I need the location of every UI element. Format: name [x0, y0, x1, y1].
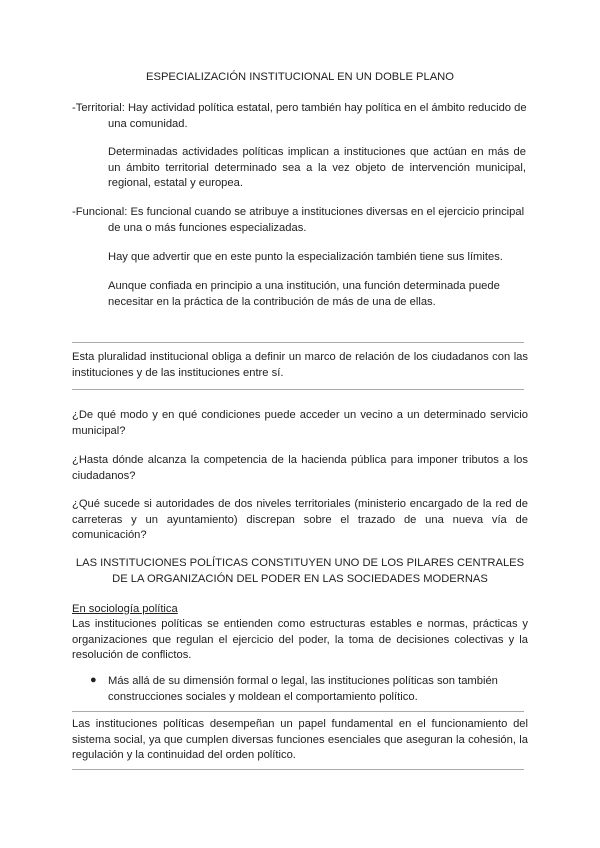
- divider: [72, 389, 524, 390]
- territorial-line-1: -Territorial: Hay actividad política estatal, pero también hay política en el ámbito reducido de: [72, 102, 527, 114]
- funcional-detail-2: Aunque confiada en principio a una institución, una función determinada puede necesitar en la práctica de la contribución de más de una de ellas.: [108, 280, 500, 308]
- funcional-line-2: de una o más funciones especializadas.: [108, 222, 307, 234]
- territorial-line-2: una comunidad.: [108, 118, 188, 130]
- pillars-line-2: DE LA ORGANIZACIÓN DEL PODER EN LAS SOCIEDADES MODERNAS: [112, 573, 488, 585]
- divider: [72, 342, 524, 343]
- plurality-paragraph: Esta pluralidad institucional obliga a definir un marco de relación de los ciudadanos con las instituciones y de las instituciones entre sí.: [72, 351, 528, 379]
- divider: [72, 769, 524, 770]
- funcional-detail-1: Hay que advertir que en este punto la especialización también tiene sus límites.: [108, 251, 503, 263]
- page-title: ESPECIALIZACIÓN INSTITUCIONAL EN UN DOBLE PLANO: [146, 71, 454, 83]
- funcional-line-1: -Funcional: Es funcional cuando se atribuye a instituciones diversas en el ejercicio principal: [72, 206, 525, 218]
- question-1: ¿De qué modo y en qué condiciones puede acceder un vecino a un determinado servicio municipal?: [72, 409, 528, 437]
- question-2: ¿Hasta dónde alcanza la competencia de la hacienda pública para imponer tributos a los ciudadanos?: [72, 454, 528, 482]
- question-3: ¿Qué sucede si autoridades de dos niveles territoriales (ministerio encargado de la red de carreteras y un ayuntamiento) discrepan sobre el trazado de una nueva vía de comunicación?: [72, 498, 528, 541]
- divider: [72, 711, 524, 712]
- pillars-line-1: LAS INSTITUCIONES POLÍTICAS CONSTITUYEN UNO DE LOS PILARES CENTRALES: [75, 557, 525, 569]
- closing-paragraph: Las instituciones políticas desempeñan un papel fundamental en el funcionamiento del sistema social, ya que cumplen diversas funciones esenciales que aseguran la cohesión, la regulación y la continuidad del orden político.: [72, 718, 528, 761]
- sociology-paragraph: Las instituciones políticas se entienden como estructuras estables e normas, prácticas y organizaciones que regulan el ejercicio del poder, la toma de decisiones colectivas y la resolución de conflictos.: [72, 618, 528, 661]
- sociology-heading: En sociología política: [72, 603, 178, 615]
- bullet-icon: ●: [90, 674, 97, 686]
- sociology-bullet: Más allá de su dimensión formal o legal, las instituciones políticas son también construcciones sociales y moldean el comportamiento político.: [108, 675, 498, 703]
- territorial-detail: Determinadas actividades políticas implican a instituciones que actúan en más de un ámbito territorial determinado sea a la vez objeto de intervención municipal, regional, estatal y europea.: [108, 146, 526, 189]
